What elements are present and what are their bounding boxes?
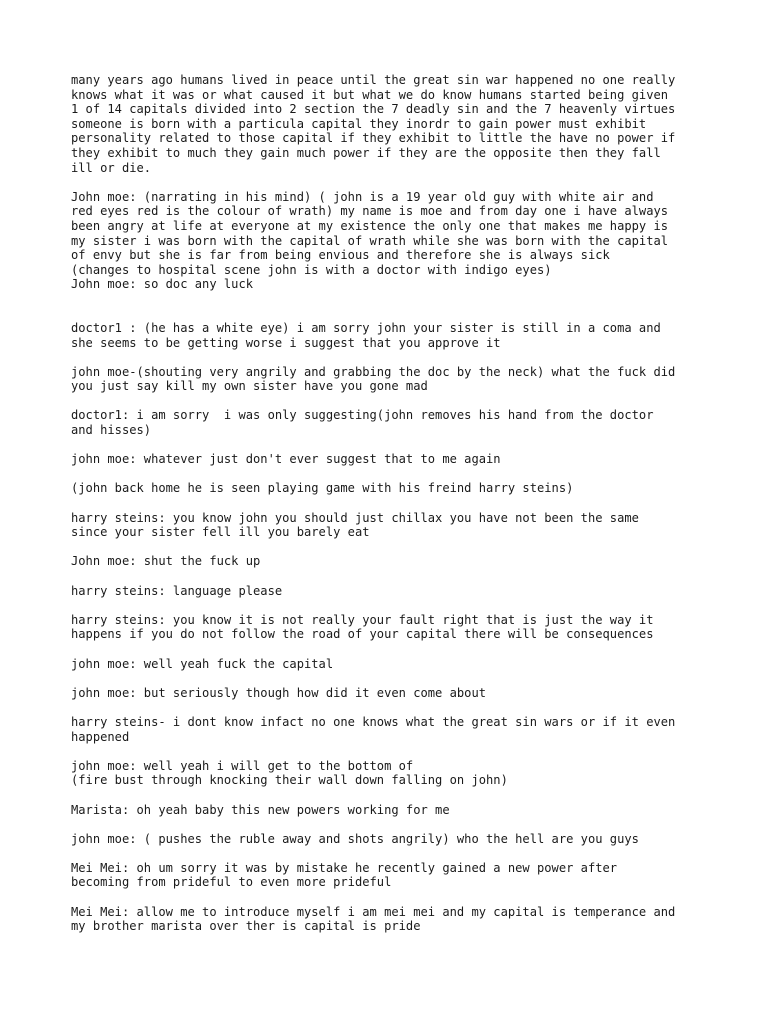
paragraph-doctor-coma: doctor1 : (he has a white eye) i am sorry john your sister is still in a coma and she seems to be getting worse i suggest that you approve it [71,320,661,350]
paragraph-john-shut-up: John moe: shut the fuck up [71,554,261,569]
paragraph-john-bottom: john moe: well yeah i will get to the bottom of (fire bust through knocking their wall down falling on john) [71,758,508,788]
paragraph-mei-mei-sorry: Mei Mei: oh um sorry it was by mistake he recently gained a new power after becoming from prideful to even more prideful [71,860,618,890]
paragraph-mei-mei-intro: Mei Mei: allow me to introduce myself i am mei mei and my capital is temperance and my brother marista over ther is capital is pride [71,904,676,934]
paragraph-doctor-sorry: doctor1: i am sorry i was only suggesting(john removes his hand from the doctor and hisses) [71,408,654,438]
paragraph-john-who: john moe: ( pushes the ruble away and shots angrily) who the hell are you guys [71,831,639,846]
paragraph-harry-language: harry steins: language please [71,583,283,598]
paragraph-john-shouting: john moe-(shouting very angrily and grabbing the doc by the neck) what the fuck did you just say kill my own sister have you gone mad [71,364,676,394]
paragraph-john-capital: john moe: well yeah fuck the capital [71,656,334,671]
paragraph-harry-dont-know: harry steins- i dont know infact no one knows what the great sin wars or if it even happened [71,714,676,744]
paragraph-john-narration: John moe: (narrating in his mind) ( john is a 19 year old guy with white air and red eyes red is the colour of wrath) my name is moe and from day one i have always been angry at life at everyone at my existence the only one that makes me happy is my sister i was born with the capital of wrath while she was born with the capital of envy but she is far from being envious and therefore she is always sick (changes to hospital scene john is with a doctor with indigo eyes) John moe: so doc any luck [71,189,669,292]
paragraph-scene-home: (john back home he is seen playing game with his freind harry steins) [71,481,574,496]
paragraph-harry-fault: harry steins: you know it is not really your fault right that is just the way it happens if you do not follow the road of your capital there will be consequences [71,612,654,642]
paragraph-john-whatever: john moe: whatever just don't ever suggest that to me again [71,452,501,467]
paragraph-intro: many years ago humans lived in peace until the great sin war happened no one really knows what it was or what caused it but what we do know humans started being given 1 of 14 capitals divided into 2 section the 7 deadly sin and the 7 heavenly virtues someone is born with a particula capital they inordr to gain power must exhibit personality related to those capital if they exhibit to little the have no power if they exhibit to much they gain much power if they are the opposite then they fall ill or die. [71,73,676,175]
paragraph-harry-chillax: harry steins: you know john you should just chillax you have not been the same since your sister fell ill you barely eat [71,510,639,540]
paragraph-marista: Marista: oh yeah baby this new powers working for me [71,802,450,817]
paragraph-john-seriously: john moe: but seriously though how did it even come about [71,685,487,700]
